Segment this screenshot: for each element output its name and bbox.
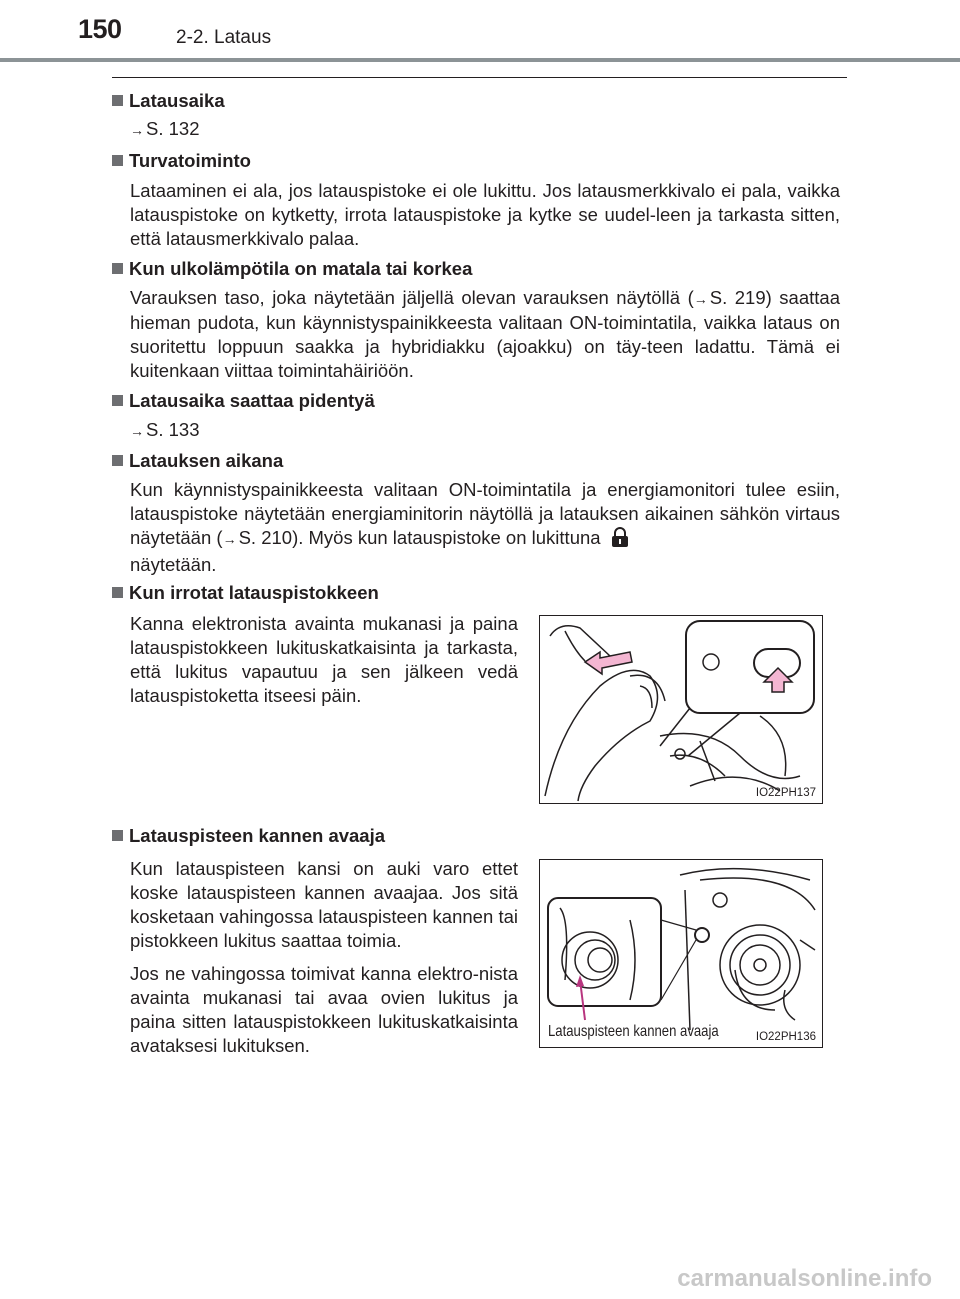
paragraph-latauksen-aikana: Kun käynnistyspainikkeesta valitaan ON-toimintatila ja energiamonitori tulee esiin, latauspistoke näytetään energiaminitorin näytöllä ja latauksen aikainen sähkön virtaus näytetään (→ S. 210). Myös kun latauspistoke on lukittuna näytetään.: [130, 479, 840, 575]
heading-latauksen-aikana: Latauksen aikana: [112, 450, 283, 472]
paragraph-turvatoiminto: Lataaminen ei ala, jos latauspistoke ei ole lukittu. Jos latausmerkkivalo ei pala, vaikka latauspistoke on kytketty, irrota latauspistoke ja kytke se uudel-leen ja tarkasta sitten, että latausmerkkivalo palaa.: [130, 180, 840, 249]
header-rule: [0, 58, 960, 62]
cover-opener-illustration: [540, 860, 822, 1047]
heading-turvatoiminto: Turvatoiminto: [112, 150, 251, 172]
square-bullet-icon: [112, 830, 123, 841]
heading-irrotat: Kun irrotat latauspistokkeen: [112, 582, 379, 604]
content-rule: [112, 77, 847, 78]
ref-latausaika: → S. 132: [130, 118, 200, 139]
square-bullet-icon: [112, 263, 123, 274]
page-number: 150: [78, 14, 122, 44]
arrow-right-icon: →: [130, 423, 144, 439]
heading-pidentya: Latausaika saattaa pidentyä: [112, 390, 375, 412]
heading-latausaika: Latausaika: [112, 90, 225, 112]
paragraph-irrotat: Kanna elektronista avainta mukanasi ja paina latauspistokkeen lukituskatkaisinta ja tarkasta, että lukitus vapautuu ja sen jälkeen vedä latauspistoketta itseesi päin.: [130, 613, 518, 706]
charging-plug-illustration: [540, 616, 822, 803]
section-title: 2-2. Lataus: [176, 27, 272, 48]
ref-pidentya: → S. 133: [130, 419, 200, 440]
page-header: [0, 0, 960, 62]
figure-callout: Latauspisteen kannen avaaja: [548, 1023, 719, 1040]
lock-icon: [611, 527, 629, 553]
square-bullet-icon: [112, 95, 123, 106]
arrow-right-icon: →: [130, 122, 144, 138]
square-bullet-icon: [112, 395, 123, 406]
figure-cover-opener: [539, 859, 823, 1048]
figure-charging-plug: [539, 615, 823, 804]
figure-code: IO22PH136: [755, 1031, 816, 1043]
paragraph-ulkolampotila: Varauksen taso, joka näytetään jäljellä olevan varauksen näytöllä (→ S. 219) saattaa hieman pudota, kun käynnistyspainikkeesta valitaan ON-toimintatila, vaikka lataus on suoritettu loppuun saakka ja hybridiakku (ajoakku) on täy-teen ladattu. Tämä ei kuitenkaan viittaa toimintahäiriöön.: [130, 287, 840, 381]
square-bullet-icon: [112, 455, 123, 466]
figure-code: IO22PH137: [755, 787, 816, 799]
arrow-right-icon: →: [693, 291, 708, 307]
paragraph-kannen-avaaja-2: Jos ne vahingossa toimivat kanna elektro-nista avainta mukanasi tai avaa ovien lukitus ja paina sitten latauspistokkeen lukituskatkaisinta avataksesi lukituksen.: [130, 963, 518, 1056]
square-bullet-icon: [112, 587, 123, 598]
watermark: carmanualsonline.info: [677, 1265, 932, 1292]
arrow-right-icon: →: [222, 531, 237, 547]
heading-ulkolampotila: Kun ulkolämpötila on matala tai korkea: [112, 258, 472, 280]
paragraph-kannen-avaaja: Kun latauspisteen kansi on auki varo ettet koske latauspisteen kannen avaajaa. Jos sitä kosketaan vahingossa latauspisteen kannen tai pistokkeen lukitus saattaa toimia.: [130, 858, 518, 951]
square-bullet-icon: [112, 155, 123, 166]
heading-kannen-avaaja: Latauspisteen kannen avaaja: [112, 825, 385, 847]
